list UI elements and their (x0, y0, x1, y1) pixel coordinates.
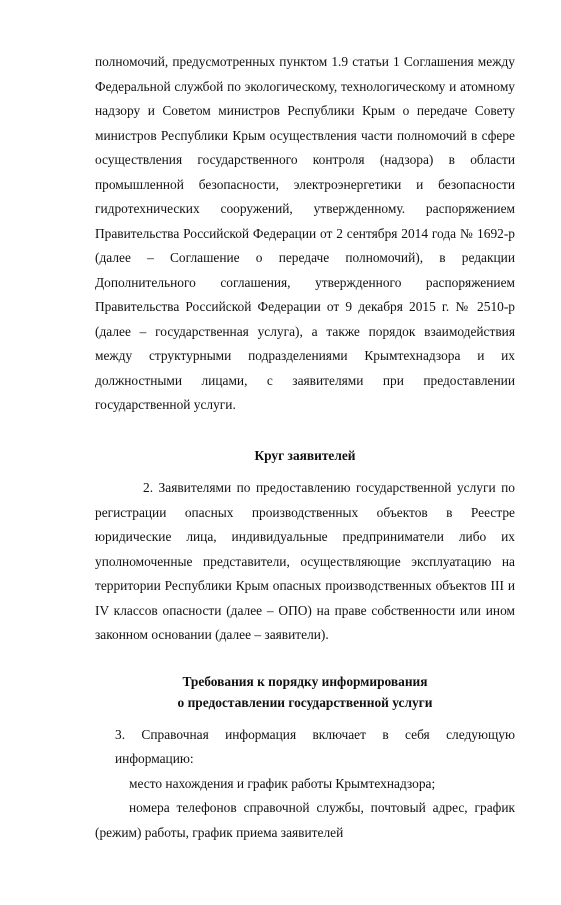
heading-requirements (95, 671, 515, 713)
item-3-sub2: номера телефонов справочной службы, почтовый адрес, график (режим) работы, график приема заявителей (95, 800, 515, 840)
intro-paragraph: полномочий, предусмотренных пунктом 1.9 статьи 1 Соглашения между Федеральной службой по экологическому, технологическому и атомному надзору и Советом министров Республики Крым о передаче Совету министров Республики Крым осуществления части полномочий в сфере осуществления государственного контроля (надзора) в области промышленной безопасности, электроэнергетики и безопасности гидротехнических сооружений, утвержденному. распоряжением Правительства Российской Федерации от 2 сентября 2014 года № 1692-р (далее – Соглашение о передаче полномочий), в редакции Дополнительного соглашения, утвержденного распоряжением Правительства Российской Федерации от 9 декабря 2015 г. № 2510-р (далее – государственная услуга), а также порядок взаимодействия между структурными подразделениями Крымтехнадзора и их должностными лицами, с заявителями при предоставлении государственной услуги. (95, 54, 515, 412)
heading-applicants: Круг заявителей (254, 447, 356, 463)
document-page (95, 50, 515, 845)
item-3-sub1: место нахождения и график работы Крымтехнадзора; (129, 775, 436, 791)
heading-requirements-line2: о предоставлении государственной услуги (177, 694, 433, 710)
heading-requirements-line1: Требования к порядку информирования (182, 673, 428, 689)
item-3: 3. Справочная информация включает в себя следующую информацию: (115, 726, 515, 766)
paragraph-2: 2. Заявителями по предоставлению государственной услуги по регистрации опасных производственных объектов в Реестре юридические лица, индивидуальные предприниматели либо их уполномоченные представители, осуществляющие эксплуатацию на территории Республики Крым опасных производственных объектов III и IV классов опасности (далее – ОПО) на праве собственности или ином законном основании (далее – заявители). (95, 480, 515, 642)
